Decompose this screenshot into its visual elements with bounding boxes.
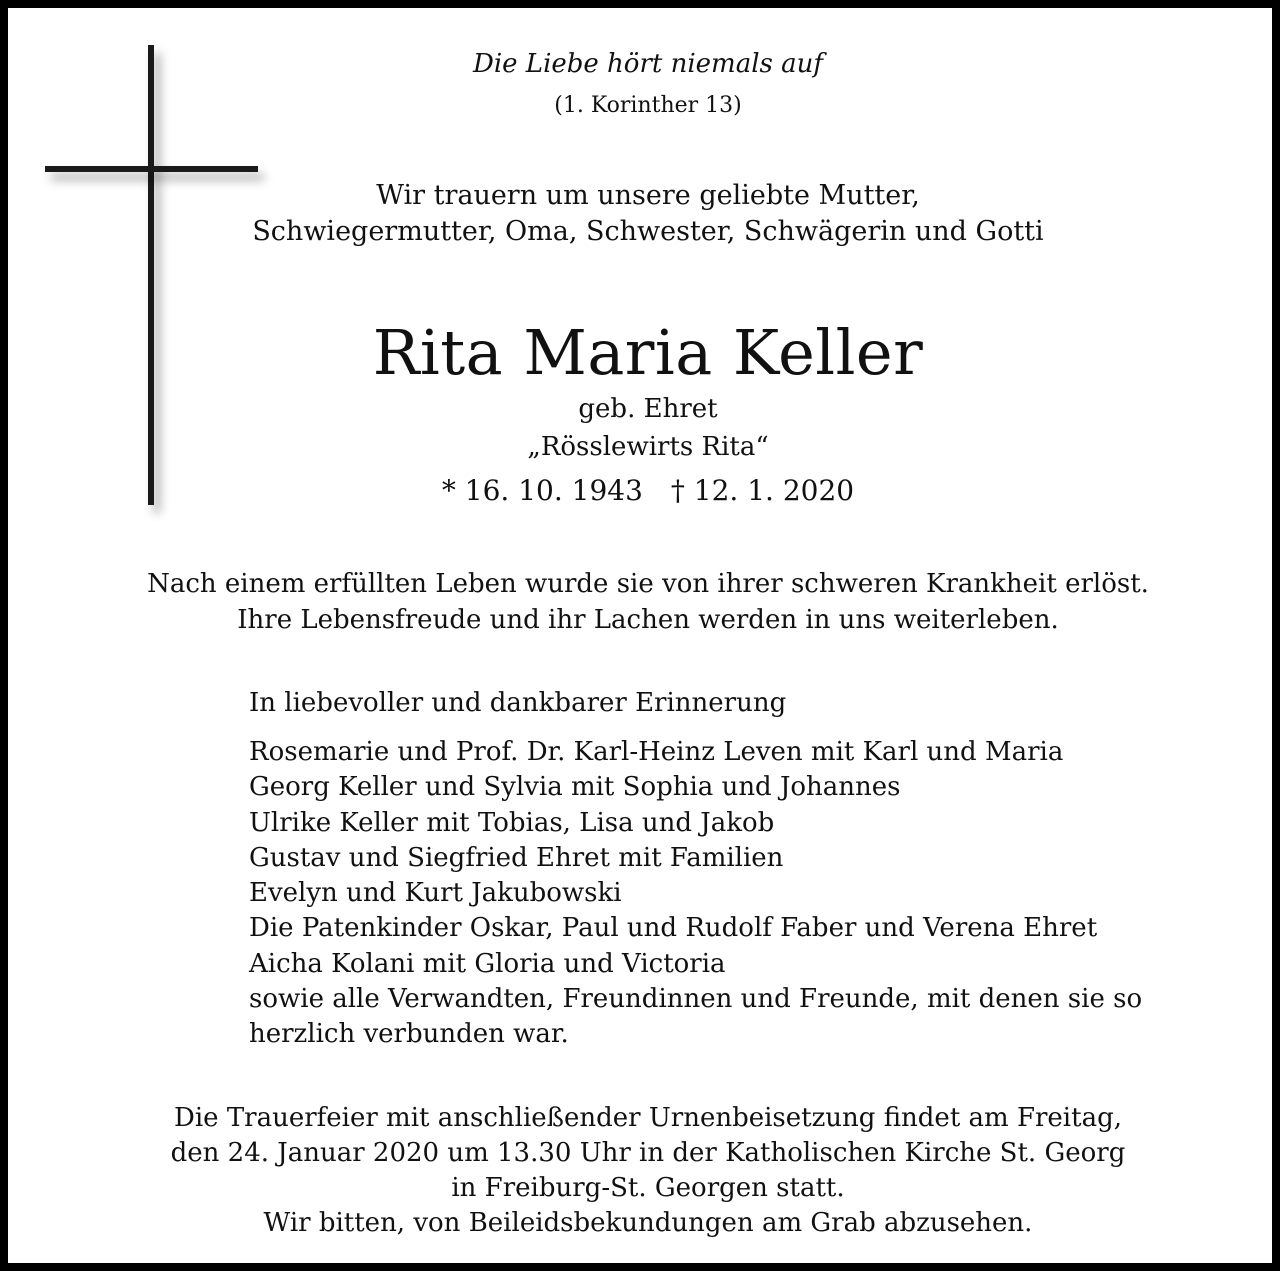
intro-line: Schwiegermutter, Oma, Schwester, Schwägerin und Gotti xyxy=(252,216,1044,247)
cross-horizontal-bar xyxy=(45,166,258,172)
remembrance-heading: In liebevoller und dankbarer Erinnerung xyxy=(249,688,787,718)
service-line: in Freiburg-St. Georgen statt. xyxy=(451,1173,845,1203)
service-line: den 24. Januar 2020 um 13.30 Uhr in der Katholischen Kirche St. Georg xyxy=(170,1138,1126,1168)
motto: Die Liebe hört niemals auf xyxy=(472,49,823,79)
life-dates xyxy=(348,472,948,510)
mourner-line: Gustav und Siegfried Ehret mit Familien xyxy=(249,842,784,873)
mourner-line: Georg Keller und Sylvia mit Sophia und Johannes xyxy=(249,772,901,803)
mourner-line: Ulrike Keller mit Tobias, Lisa und Jakob xyxy=(249,807,775,838)
birth-date: * 16. 10. 1943 xyxy=(441,474,643,507)
mourner-line: Rosemarie und Prof. Dr. Karl-Heinz Leven mit Karl und Maria xyxy=(249,737,1064,767)
nickname: „Rösslewirts Rita“ xyxy=(527,432,769,462)
farewell-message xyxy=(68,566,1228,638)
service-line: Wir bitten, von Beileidsbekundungen am Grab abzusehen. xyxy=(263,1208,1033,1238)
mourner-line: herzlich verbunden war. xyxy=(249,1019,569,1050)
intro-text xyxy=(208,178,1088,250)
death-date: † 12. 1. 2020 xyxy=(670,474,855,507)
intro-line: Wir trauern um unsere geliebte Mutter, xyxy=(376,180,920,211)
birth-name: geb. Ehret xyxy=(578,394,718,424)
cross-vertical-bar xyxy=(148,45,154,505)
motto-reference: (1. Korinther 13) xyxy=(554,93,742,118)
mourner-line: sowie alle Verwandten, Freundinnen und Freunde, mit denen sie so xyxy=(249,984,1143,1015)
mourner-line: Aicha Kolani mit Gloria und Victoria xyxy=(249,948,726,979)
mourner-line: Die Patenkinder Oskar, Paul und Rudolf Faber und Verena Ehret xyxy=(249,913,1098,944)
service-line: Die Trauerfeier mit anschließender Urnenbeisetzung findet am Freitag, xyxy=(174,1103,1122,1133)
deceased-name: Rita Maria Keller xyxy=(372,316,924,389)
mourners-list xyxy=(249,735,1229,1053)
message-line: Nach einem erfüllten Leben wurde sie von ihrer schweren Krankheit erlöst. xyxy=(147,569,1149,599)
service-announcement xyxy=(68,1101,1228,1241)
mourner-line: Evelyn und Kurt Jakubowski xyxy=(249,878,622,909)
message-line: Ihre Lebensfreude und ihr Lachen werden in uns weiterleben. xyxy=(237,605,1059,635)
